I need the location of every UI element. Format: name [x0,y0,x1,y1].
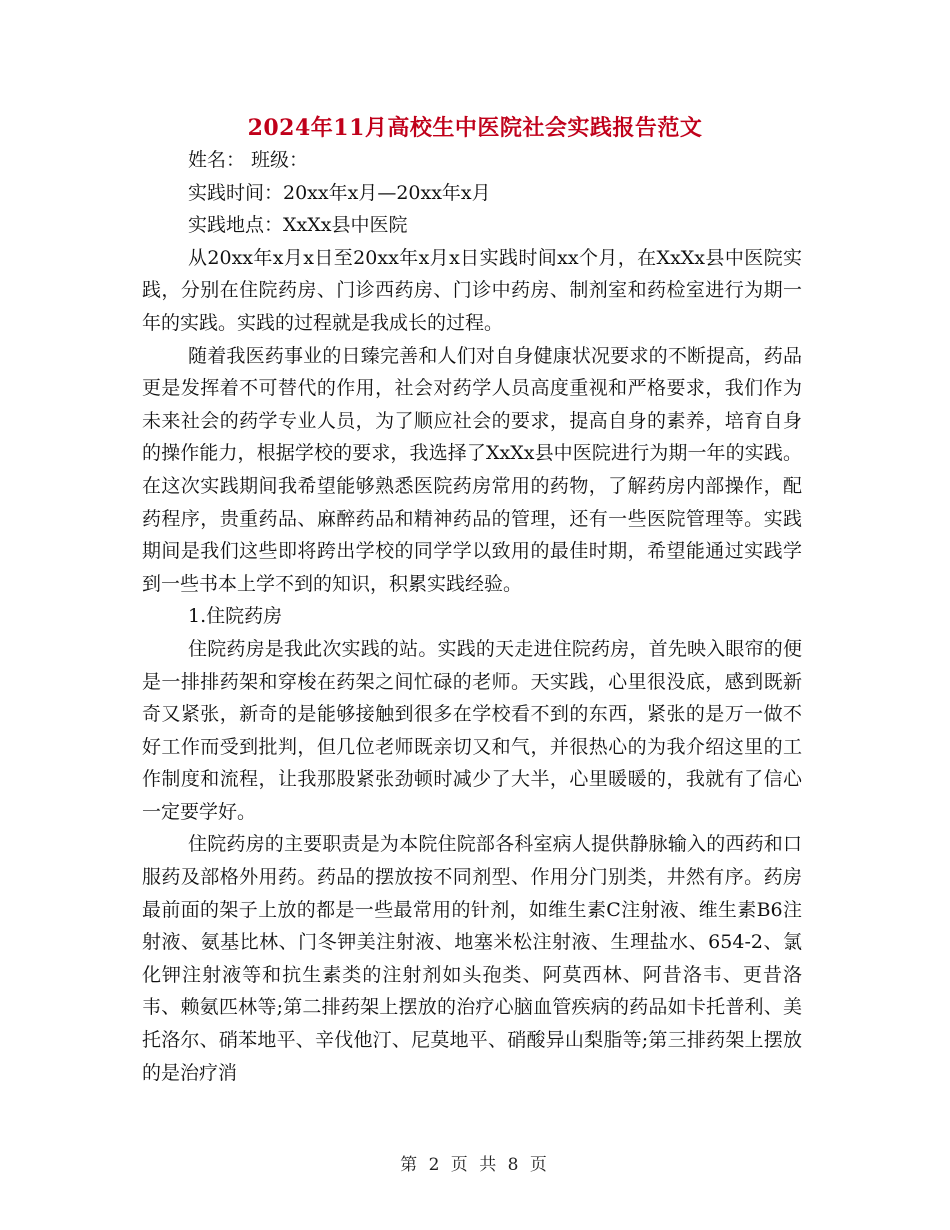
body-paragraph: 住院药房是我此次实践的站。实践的天走进住院药房，首先映入眼帘的便是一排排药架和穿梭在药架之间忙碌的老师。天实践，心里很没底，感到既新奇又紧张，新奇的是能够接触到很多在学校看不到的东西，紧张的是万一做不好工作而受到批判，但几位老师既亲切又和气，并很热心的为我介绍这里的工作制度和流程，让我那股紧张劲顿时减少了大半，心里暖暖的，我就有了信心一定要学好。 [142,637,802,823]
practice-time-line: 实践时间：20xx年x月—20xx年x月 [188,181,491,204]
body-paragraph: 随着我医药事业的日臻完善和人们对自身健康状况要求的不断提高，药品更是发挥着不可替代的作用，社会对药学人员高度重视和严格要求，我们作为未来社会的药学专业人员，为了顺应社会的要求，提高自身的素养，培育自身的操作能力，根据学校的要求，我选择了XxXx县中医院进行为期一年的实践。在这次实践期间我希望能够熟悉医院药房常用的药物，了解药房内部操作，配药程序，贵重药品、麻醉药品和精神药品的管理，还有一些医院管理等。实践期间是我们这些即将跨出学校的同学学以致用的最佳时期，希望能通过实践学到一些书本上学不到的知识，积累实践经验。 [142,344,802,595]
body-paragraph: 从20xx年x月x日至20xx年x月x日实践时间xx个月，在XxXx县中医院实践，分别在住院药房、门诊西药房、门诊中药房、制剂室和药检室进行为期一年的实践。实践的过程就是我成长的过程。 [142,246,802,334]
practice-place-line: 实践地点：XxXx县中医院 [188,214,408,237]
name-class-line: 姓名： 班级： [188,149,309,171]
document-title: 2024年11月高校生中医院社会实践报告范文 [247,115,703,141]
page-number-footer: 第 2 页 共 8 页 [400,1155,550,1175]
document-body [142,144,802,1089]
section-heading: 1.住院药房 [188,605,283,628]
body-paragraph: 住院药房的主要职责是为本院住院部各科室病人提供静脉输入的西药和口服药及部格外用药。药品的摆放按不同剂型、作用分门别类，井然有序。药房最前面的架子上放的都是一些最常用的针剂，如维生素C注射液、维生素B6注射液、氨基比林、门冬钾美注射液、地塞米松注射液、生理盐水、654-2、氯化钾注射液等和抗生素类的注射剂如头孢类、阿莫西林、阿昔洛韦、更昔洛韦、赖氨匹林等;第二排药架上摆放的治疗心脑血管疾病的药品如卡托普利、美托洛尔、硝苯地平、辛伐他汀、尼莫地平、硝酸异山梨脂等;第三排药架上摆放的是治疗消 [142,833,802,1084]
